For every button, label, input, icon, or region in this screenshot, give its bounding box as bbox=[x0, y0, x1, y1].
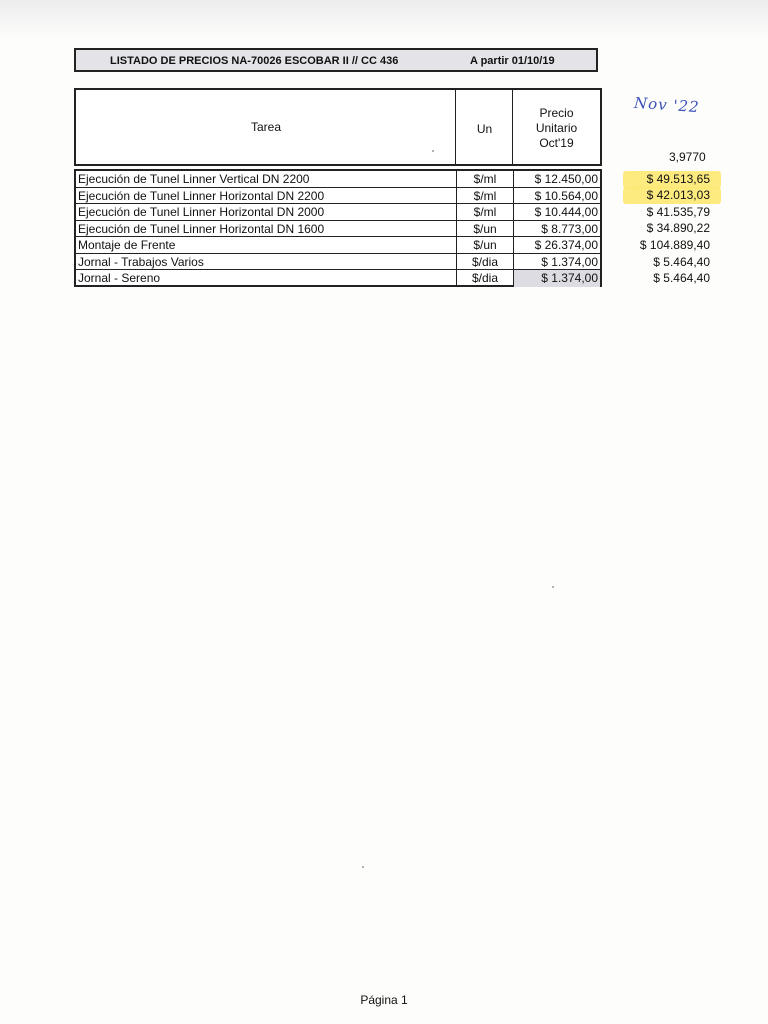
row-task: Ejecución de Tunel Linner Horizontal DN 2000 bbox=[78, 205, 325, 219]
row-task: Jornal - Trabajos Varios bbox=[78, 254, 204, 269]
updated-price: $ 41.535,79 bbox=[646, 205, 710, 219]
scan-speck bbox=[552, 586, 554, 588]
updated-price: $ 104.889,40 bbox=[639, 238, 710, 252]
table-row bbox=[76, 221, 600, 238]
row-unit: $/ml bbox=[456, 188, 513, 204]
scan-speck bbox=[362, 866, 364, 868]
updated-price: $ 5.464,40 bbox=[653, 271, 710, 285]
scan-shadow bbox=[0, 0, 768, 40]
updated-price: $ 49.513,65 bbox=[646, 172, 710, 186]
handwritten-note: Nov '22 bbox=[633, 93, 701, 117]
adjustment-factor: 3,9770 bbox=[669, 150, 706, 164]
row-price: $ 8.773,00 bbox=[513, 221, 600, 237]
header-tarea: Tarea bbox=[76, 90, 456, 164]
row-unit: $/ml bbox=[456, 204, 513, 220]
row-unit: $/un bbox=[456, 221, 513, 237]
table-row bbox=[76, 237, 600, 254]
price-table bbox=[74, 169, 602, 287]
row-price: $ 10.564,00 bbox=[513, 188, 600, 204]
table-row bbox=[76, 188, 600, 205]
row-unit: $/dia bbox=[456, 254, 513, 270]
title-bar bbox=[74, 48, 598, 72]
updated-price: $ 5.464,40 bbox=[653, 255, 710, 269]
table-row bbox=[76, 204, 600, 221]
table-row bbox=[76, 254, 600, 271]
document-date: A partir 01/10/19 bbox=[470, 55, 555, 67]
table-header bbox=[74, 88, 602, 166]
row-task: Ejecución de Tunel Linner Horizontal DN 2200 bbox=[78, 188, 325, 203]
updated-price: $ 34.890,22 bbox=[646, 221, 710, 235]
row-price: $ 1.374,00 bbox=[513, 254, 600, 270]
row-price: $ 26.374,00 bbox=[513, 237, 600, 253]
row-price: $ 12.450,00 bbox=[513, 171, 600, 187]
row-unit: $/dia bbox=[456, 270, 513, 287]
header-precio: Precio Unitario Oct'19 bbox=[535, 106, 578, 150]
header-un: Un bbox=[456, 90, 513, 164]
table-row bbox=[76, 270, 600, 287]
row-unit: $/un bbox=[456, 237, 513, 253]
row-price: $ 10.444,00 bbox=[513, 204, 600, 220]
document-title: LISTADO DE PRECIOS NA-70026 ESCOBAR II // CC 436 bbox=[110, 55, 399, 67]
table-row bbox=[76, 171, 600, 188]
row-unit: $/ml bbox=[456, 171, 513, 187]
scan-speck bbox=[432, 150, 434, 152]
page-number: Página 1 bbox=[360, 993, 408, 1007]
row-task: Ejecución de Tunel Linner Vertical DN 2200 bbox=[78, 172, 310, 186]
row-task: Jornal - Sereno bbox=[78, 271, 161, 285]
updated-price: $ 42.013,03 bbox=[646, 188, 710, 202]
row-task: Ejecución de Tunel Linner Horizontal DN 1600 bbox=[78, 221, 325, 236]
row-task: Montaje de Frente bbox=[78, 238, 176, 252]
row-price: $ 1.374,00 bbox=[513, 270, 600, 287]
